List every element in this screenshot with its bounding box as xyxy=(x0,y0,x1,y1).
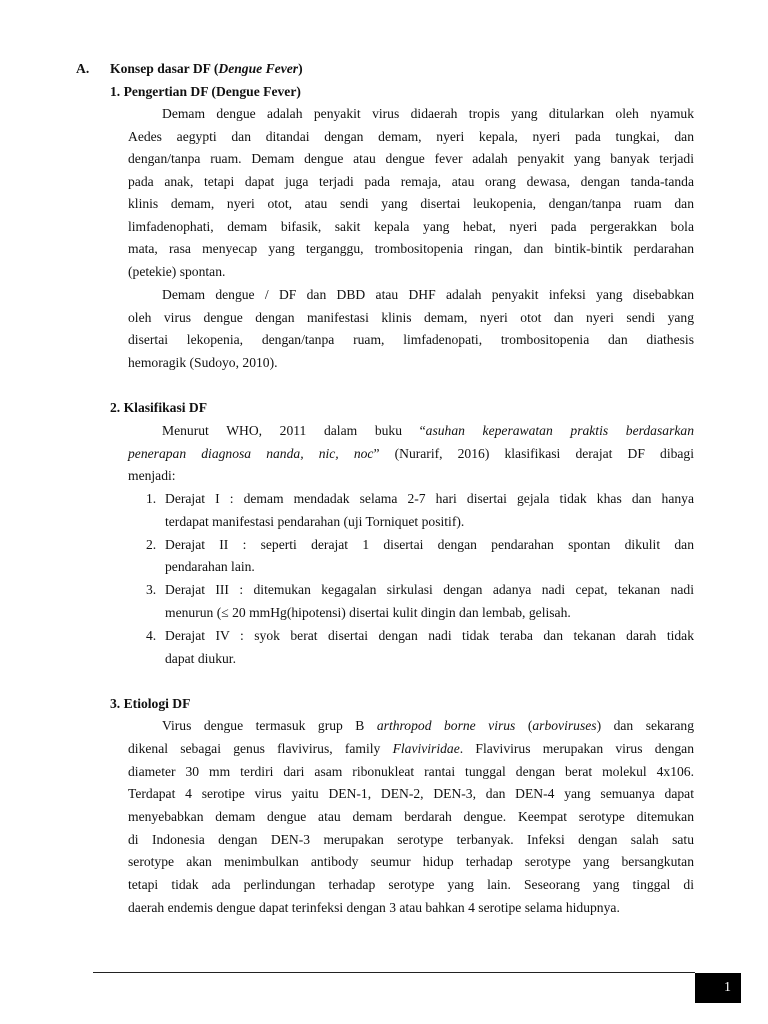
paragraph-line: Terdapat 4 serotipe virus yaitu DEN-1, DEN-2, DEN-3, dan DEN-4 yang semuanya dapat xyxy=(128,786,694,801)
list-item-number: 4. xyxy=(146,628,157,643)
list-item-line: pendarahan lain. xyxy=(165,559,255,574)
paragraph-line: disertai lekopenia, dengan/tanpa ruam, limfadenopati, trombositopenia dan diathesis xyxy=(128,332,694,347)
paragraph-line: (petekie) spontan. xyxy=(128,264,226,279)
paragraph-line: dengan/tanpa ruam. Demam dengue atau dengue fever adalah penyakit yang banyak terjadi xyxy=(128,151,694,166)
list-item-number: 1. xyxy=(146,491,157,506)
paragraph-line: Demam dengue adalah penyakit virus didaerah tropis yang ditularkan oleh nyamuk xyxy=(162,106,694,121)
paragraph-line: dikenal sebagai genus flavivirus, family Flaviviridae. Flavivirus merupakan virus dengan xyxy=(128,741,694,756)
paragraph-line: klinis demam, nyeri otot, atau sendi yang disertai leukopenia, dengan/tanpa ruam dan xyxy=(128,196,694,211)
paragraph-line: oleh virus dengue dengan manifestasi klinis demam, nyeri otot dan nyeri sendi yang xyxy=(128,310,694,325)
paragraph-line: Menurut WHO, 2011 dalam buku “asuhan keperawatan praktis berdasarkan xyxy=(162,423,694,438)
paragraph-line: serotype akan menimbulkan antibody seumur hidup terhadap serotype yang bersangkutan xyxy=(128,854,694,869)
paragraph-line: Virus dengue termasuk grup B arthropod borne virus (arboviruses) dan sekarang xyxy=(162,718,694,733)
list-item-line: menurun (≤ 20 mmHg(hipotensi) disertai kulit dingin dan lembab, gelisah. xyxy=(165,605,571,620)
list-item-number: 3. xyxy=(146,582,157,597)
paragraph-line: di Indonesia dengan DEN-3 merupakan serotype terbanyak. Infeksi dengan salah satu xyxy=(128,832,694,847)
heading-klasifikasi: 2. Klasifikasi DF xyxy=(110,400,208,415)
footer-rule xyxy=(93,972,695,973)
paragraph-line: daerah endemis dengue dapat terinfeksi dengan 3 atau bahkan 4 serotipe selama hidupnya. xyxy=(128,900,620,915)
paragraph-line: Demam dengue / DF dan DBD atau DHF adalah penyakit infeksi yang disebabkan xyxy=(162,287,694,302)
paragraph-line: mata, rasa menyecap yang terganggu, trombositopenia ringan, dan bintik-bintik perdarahan xyxy=(128,241,694,256)
list-item-line: Derajat I : demam mendadak selama 2-7 hari disertai gejala tidak khas dan hanya xyxy=(165,491,694,506)
list-item-line: Derajat III : ditemukan kegagalan sirkulasi dengan adanya nadi cepat, tekanan nadi xyxy=(165,582,694,597)
paragraph-line: tetapi tidak ada perlindungan terhadap serotype yang lain. Seseorang yang tinggal di xyxy=(128,877,694,892)
paragraph-line: penerapan diagnosa nanda, nic, noc” (Nurarif, 2016) klasifikasi derajat DF dibagi xyxy=(128,446,694,461)
paragraph-line: hemoragik (Sudoyo, 2010). xyxy=(128,355,278,370)
paragraph-line: menyebabkan demam dengue atau demam berdarah dengue. Keempat serotype ditemukan xyxy=(128,809,694,824)
list-item-line: Derajat II : seperti derajat 1 disertai dengan pendarahan spontan dikulit dan xyxy=(165,537,694,552)
list-item-line: terdapat manifestasi pendarahan (uji Torniquet positif). xyxy=(165,514,465,529)
paragraph-line: limfadenophati, demam bifasik, sakit kepala yang hebat, nyeri pada pergerakkan bola xyxy=(128,219,694,234)
page-number-box xyxy=(695,973,741,1003)
paragraph-line: pada anak, tetapi dapat juga terjadi pada remaja, atau orang dewasa, dengan tanda-tanda xyxy=(128,174,694,189)
heading-etiologi: 3. Etiologi DF xyxy=(110,696,191,711)
list-item-number: 2. xyxy=(146,537,157,552)
heading-pengertian: 1. Pengertian DF (Dengue Fever) xyxy=(110,84,301,99)
list-item-line: Derajat IV : syok berat disertai dengan nadi tidak teraba dan tekanan darah tidak xyxy=(165,628,694,643)
paragraph-line: diameter 30 mm terdiri dari asam ribonukleat rantai tunggal dengan berat molekul 4x106. xyxy=(128,764,694,779)
paragraph-line: Aedes aegypti dan ditandai dengan demam, nyeri kepala, nyeri pada tungkai, dan xyxy=(128,129,694,144)
page-number: 1 xyxy=(724,980,731,995)
list-item-line: dapat diukur. xyxy=(165,651,236,666)
paragraph-line: menjadi: xyxy=(128,468,176,483)
section-a-label: A. xyxy=(76,61,90,76)
section-a-title: Konsep dasar DF (Dengue Fever) xyxy=(110,61,303,76)
